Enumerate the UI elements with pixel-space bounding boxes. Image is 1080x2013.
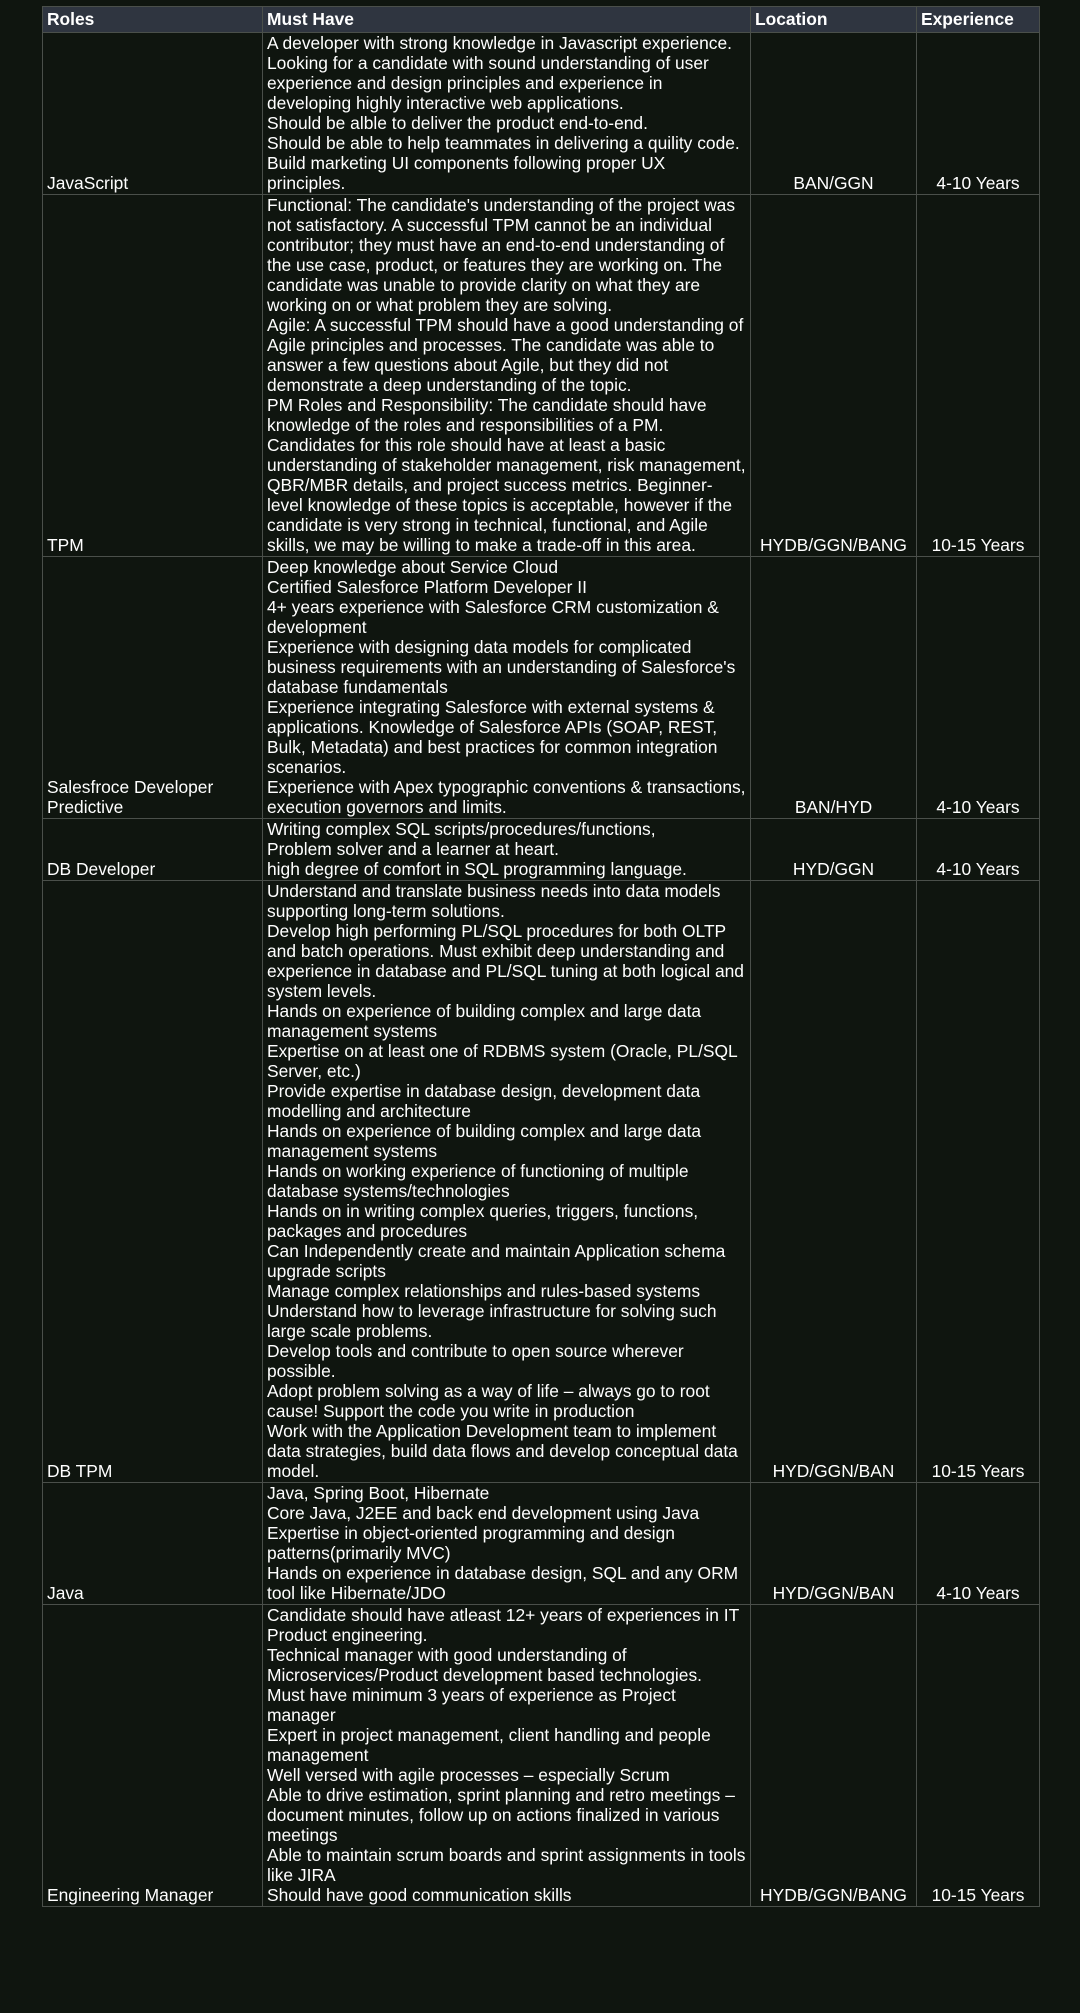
requirement-line: Hands on working experience of functioning of multiple database systems/technologies	[267, 1161, 689, 1201]
requirement-line: Candidate should have atleast 12+ years of experiences in IT Product engineering.	[267, 1605, 739, 1645]
requirement-line: Writing complex SQL scripts/procedures/functions,	[267, 819, 656, 839]
location-cell: BAN/HYD	[751, 557, 917, 819]
role-cell: Engineering Manager	[43, 1605, 263, 1907]
location-cell: HYD/GGN/BAN	[751, 881, 917, 1483]
must-have-cell	[263, 1483, 751, 1605]
role-cell: Salesfroce Developer Predictive	[43, 557, 263, 819]
requirement-line: Can Independently create and maintain Application schema upgrade scripts	[267, 1241, 726, 1281]
header-roles: Roles	[43, 7, 263, 33]
location-cell: HYD/GGN/BAN	[751, 1483, 917, 1605]
requirement-line: Expertise in object-oriented programming and design patterns(primarily MVC)	[267, 1523, 675, 1563]
requirement-line: Hands on experience of building complex and large data management systems	[267, 1001, 702, 1041]
role-cell: DB TPM	[43, 881, 263, 1483]
requirement-line: Adopt problem solving as a way of life – always go to root cause! Support the code you write in production	[267, 1381, 710, 1421]
requirement-line: Manage complex relationships and rules-based systems	[267, 1281, 701, 1301]
table-row	[43, 1483, 1040, 1605]
requirement-line: Develop high performing PL/SQL procedures for both OLTP and batch operations. Must exhibit deep understanding and experience in database and PL/SQL tuning at both logical and system levels.	[267, 921, 744, 1001]
role-cell: TPM	[43, 195, 263, 557]
requirement-line: Agile: A successful TPM should have a good understanding of Agile principles and processes. The candidate was able to answer a few questions about Agile, but they did not demonstrate a deep understanding of the topic.	[267, 315, 744, 395]
location-cell: BAN/GGN	[751, 33, 917, 195]
requirement-line: Work with the Application Development team to implement data strategies, build data flows and develop conceptual data model.	[267, 1421, 738, 1481]
experience-cell: 4-10 Years	[917, 33, 1040, 195]
must-have-cell	[263, 819, 751, 881]
requirement-line: Certified Salesforce Platform Developer II	[267, 577, 587, 597]
header-experience: Experience	[917, 7, 1040, 33]
requirement-line: Experience with Apex typographic conventions & transactions, execution governors and limits.	[267, 777, 746, 817]
must-have-cell	[263, 195, 751, 557]
requirement-line: Hands on experience of building complex and large data management systems	[267, 1121, 702, 1161]
requirement-line: PM Roles and Responsibility: The candidate should have knowledge of the roles and responsibilities of a PM. Candidates for this role should have at least a basic understanding of stakeholder management, risk management, QBR/MBR details, and project success metrics. Beginner-level knowledge of these topics is acceptable, however if the candidate is very strong in technical, functional, and Agile skills, we may be willing to make a trade-off in this area.	[267, 395, 746, 555]
requirement-line: Experience integrating Salesforce with external systems & applications. Knowledge of Salesforce APIs (SOAP, REST, Bulk, Metadata) and best practices for common integration scenarios.	[267, 697, 718, 777]
table-header	[43, 7, 1040, 33]
roles-table	[42, 6, 1040, 1907]
requirement-line: Experience with designing data models for complicated business requirements with an understanding of Salesforce's database fundamentals	[267, 637, 736, 697]
requirement-line: Understand and translate business needs into data models supporting long-term solutions.	[267, 881, 721, 921]
experience-cell: 10-15 Years	[917, 881, 1040, 1483]
requirement-line: A developer with strong knowledge in Javascript experience.	[267, 33, 732, 53]
requirement-line: Deep knowledge about Service Cloud	[267, 557, 558, 577]
requirement-line: Should be alble to deliver the product end-to-end.	[267, 113, 648, 133]
experience-cell: 10-15 Years	[917, 1605, 1040, 1907]
experience-cell: 4-10 Years	[917, 1483, 1040, 1605]
header-location: Location	[751, 7, 917, 33]
requirement-line: Able to drive estimation, sprint planning and retro meetings – document minutes, follow up on actions finalized in various meetings	[267, 1785, 735, 1845]
must-have-cell	[263, 1605, 751, 1907]
requirement-line: Hands on experience in database design, SQL and any ORM tool like Hibernate/JDO	[267, 1563, 739, 1603]
table-row	[43, 1605, 1040, 1907]
location-cell: HYD/GGN	[751, 819, 917, 881]
must-have-cell	[263, 881, 751, 1483]
requirement-line: Understand how to leverage infrastructure for solving such large scale problems.	[267, 1301, 717, 1341]
table-body	[43, 33, 1040, 1907]
location-cell: HYDB/GGN/BANG	[751, 1605, 917, 1907]
requirement-line: Core Java, J2EE and back end development using Java	[267, 1503, 700, 1523]
role-cell: DB Developer	[43, 819, 263, 881]
location-cell: HYDB/GGN/BANG	[751, 195, 917, 557]
role-cell: JavaScript	[43, 33, 263, 195]
requirement-line: 4+ years experience with Salesforce CRM customization & development	[267, 597, 719, 637]
requirement-line: Hands on in writing complex queries, triggers, functions, packages and procedures	[267, 1201, 699, 1241]
experience-cell: 10-15 Years	[917, 195, 1040, 557]
must-have-cell	[263, 557, 751, 819]
requirement-line: Develop tools and contribute to open source wherever possible.	[267, 1341, 684, 1381]
header-row	[43, 7, 1040, 33]
requirement-line: Provide expertise in database design, development data modelling and architecture	[267, 1081, 701, 1121]
requirement-line: high degree of comfort in SQL programming language.	[267, 859, 687, 879]
requirement-line: Able to maintain scrum boards and sprint assignments in tools like JIRA	[267, 1845, 746, 1885]
requirement-line: Expertise on at least one of RDBMS system (Oracle, PL/SQL Server, etc.)	[267, 1041, 738, 1081]
requirement-line: Problem solver and a learner at heart.	[267, 839, 559, 859]
header-must-have: Must Have	[263, 7, 751, 33]
requirement-line: Should be able to help teammates in delivering a quility code.	[267, 133, 740, 153]
requirement-line: Build marketing UI components following proper UX principles.	[267, 153, 666, 193]
requirement-line: Java, Spring Boot, Hibernate	[267, 1483, 490, 1503]
table-row	[43, 33, 1040, 195]
requirement-line: Must have minimum 3 years of experience as Project manager	[267, 1685, 676, 1725]
requirement-line: Expert in project management, client handling and people management	[267, 1725, 711, 1765]
requirement-line: Technical manager with good understanding of Microservices/Product development based technologies.	[267, 1645, 702, 1685]
experience-cell: 4-10 Years	[917, 557, 1040, 819]
table-row	[43, 195, 1040, 557]
requirement-line: Well versed with agile processes – especially Scrum	[267, 1765, 670, 1785]
role-cell: Java	[43, 1483, 263, 1605]
requirement-line: Functional: The candidate's understanding of the project was not satisfactory. A successful TPM cannot be an individual contributor; they must have an end-to-end understanding of the use case, product, or features they are working on. The candidate was unable to provide clarity on what they are working on or what problem they are solving.	[267, 195, 736, 315]
requirement-line: Should have good communication skills	[267, 1885, 572, 1905]
table-row	[43, 881, 1040, 1483]
experience-cell: 4-10 Years	[917, 819, 1040, 881]
requirement-line: Looking for a candidate with sound understanding of user experience and design principles and experience in developing highly interactive web applications.	[267, 53, 709, 113]
must-have-cell	[263, 33, 751, 195]
table-row	[43, 557, 1040, 819]
table-row	[43, 819, 1040, 881]
